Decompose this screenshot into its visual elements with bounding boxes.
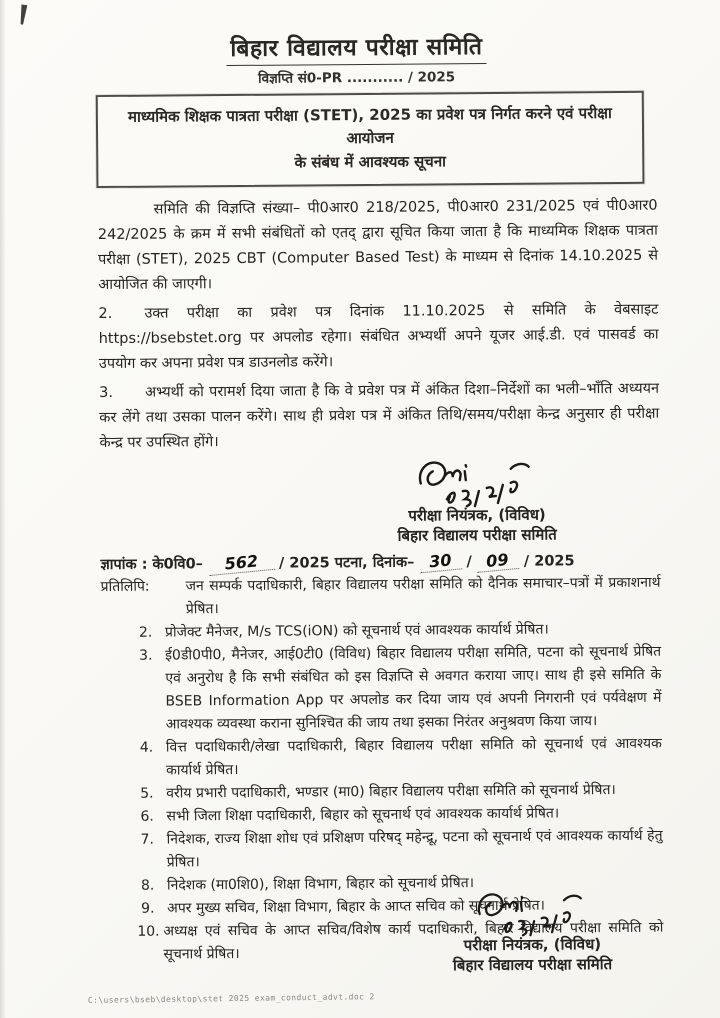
paragraph-1 (98, 193, 659, 297)
copy-item-10-text: अध्यक्ष एवं सचिव के आप्त सचिव/विशेष कार्य पदाधिकारी, बिहार विद्यालय परीक्षा समिति को सूचनार्थ प्रेषित। (163, 919, 664, 963)
memo-number-handwritten: 562 (207, 550, 275, 576)
staple-mark-icon (19, 4, 28, 25)
copy-item-1-text: जन सम्पर्क पदाधिकारी, बिहार विद्यालय परीक्षा समिति को दैनिक समाचार–पत्रों में प्रकाशनार्थ प्रेषित। (185, 574, 661, 618)
copy-item-4-text: वित्त पदाधिकारी/लेखा पदाधिकारी, बिहार विद्यालय परीक्षा समिति को सूचनार्थ एवं आवश्यक कार्यार्थ प्रेषित। (165, 735, 662, 779)
signatory-designation: परीक्षा नियंत्रक, (विविध) (463, 935, 602, 955)
memo-day-handwritten: 30 (419, 549, 463, 573)
subject-box (96, 91, 645, 188)
copy-item-3-number: 3. (139, 647, 153, 664)
subject-line-1: माध्यमिक शिक्षक पात्रता परीक्षा (STET), 2025 का प्रवेश पत्र निर्गत करने एवं परीक्षा आयोजन (127, 104, 612, 148)
document-file-path: C:\users\bseb\desktop\stet 2025 exam_conduct_advt.doc 2 (87, 992, 375, 1005)
copy-item-8-text: निदेशक (मा0शि0), शिक्षा विभाग, बिहार को सूचनार्थ प्रेषित। (166, 874, 475, 894)
signatory-designation: परीक्षा नियंत्रक, (विविध) (408, 505, 546, 525)
memo-separator: / (466, 553, 472, 570)
copy-item-5-text: वरीय प्रभारी पदाधिकारी, भण्डार (मा0) बिहार विद्यालय परीक्षा समिति को सूचनार्थ प्रेषित। (166, 781, 616, 802)
copy-item-3 (139, 640, 662, 736)
signatory-organization: बिहार विद्यालय परीक्षा समिति (397, 525, 557, 545)
paragraph-3 (99, 376, 660, 455)
document-header (0, 27, 717, 89)
paragraph-3-text: अभ्यर्थी को परामर्श दिया जाता है कि वे प्रवेश पत्र में अंकित दिशा–निर्देशों का भली–भाँति अध्ययन कर लेंगे तथा उसका पालन करेंगे। साथ ही प्रवेश पत्र में अंकित तिथि/समय/परीक्षा केन्द्र अनुसार ही परीक्षा केन्द्र पर उपस्थित होंगे। (99, 380, 660, 451)
copy-item-7 (141, 824, 663, 874)
copy-item-3-text: ई0डी0पी0, मैनेजर, आई0टी0 (विविध) बिहार विद्यालय परीक्षा समिति, पटना को सूचनार्थ प्रेषित एवं अनुरोध है कि सभी संबंधित को इस विज्ञप्ति से अवगत कराया जाए। साथ ही इसे समिति के BSEB Information App पर अपलोड कर दिया जाय एवं अपनी निगरानी एवं पर्यवेक्षण में आवश्यक व्यवस्था कराना सुनिश्चित की जाय तथा इसका निरंतर अनुश्रवण किया जाय। (165, 643, 662, 733)
memo-number-line (100, 549, 660, 573)
signatory-organization: बिहार विद्यालय परीक्षा समिति (452, 955, 613, 975)
copy-item-7-number: 7. (140, 831, 155, 848)
copy-item-1 (101, 571, 661, 621)
document-body (98, 193, 664, 966)
memo-month-handwritten: 09 (476, 549, 520, 573)
copies-label: प्रतिलिपि: (100, 578, 150, 595)
copy-item-2-text: प्रोजेक्ट मैनेजर, M/s TCS(iON) को सूचनार्थ एवं आवश्यक कार्यार्थ प्रेषित। (164, 621, 549, 641)
copy-item-9-text: अपर मुख्य सचिव, शिक्षा विभाग, बिहार के आप्त सचिव को सूचनार्थ प्रेषित। (167, 897, 545, 917)
signature-scribble-icon (472, 888, 592, 939)
signature-block-top (352, 456, 603, 546)
copy-item-4 (140, 732, 662, 782)
copy-item-10-number: 10. (137, 923, 160, 940)
paragraph-2-number: 2. (98, 305, 113, 322)
notice-number-line: विज्ञप्ति सं0-PR ........... / 2025 (257, 69, 456, 87)
copy-item-7-text: निदेशक, राज्य शिक्षा शोध एवं प्रशिक्षण परिषद् महेन्द्रू, पटना को सूचनार्थ एवं आवश्यक कार्यार्थ हेतु प्रेषित। (166, 827, 663, 871)
copy-item-6-text: सभी जिला शिक्षा पदाधिकारी, बिहार को सूचनार्थ एवं आवश्यक कार्यार्थ प्रेषित। (166, 805, 560, 825)
copy-item-8-number: 8. (140, 877, 155, 894)
copy-item-2-number: 2. (138, 624, 153, 641)
paragraph-1-text: समिति की विज्ञप्ति संख्या– पी0आर0 218/2025, पी0आर0 231/2025 एवं पी0आर0 242/2025 के क्रम में सभी संबंधितों को एतद् द्वारा सूचित किया जाता है कि माध्यमिक शिक्षक पात्रता परीक्षा (STET), 2025 CBT (Computer Based Test) के माध्यम से दिनांक 14.10.2025 से आयोजित की जाएगी। (97, 197, 659, 293)
copy-item-6-number: 6. (140, 808, 154, 825)
memo-suffix-2: / 2025 (523, 553, 575, 570)
paragraph-3-number: 3. (99, 384, 113, 401)
memo-suffix-1: / 2025 पटना, दिनांक– (278, 554, 415, 572)
org-title: बिहार विद्यालय परीक्षा समिति (226, 29, 486, 66)
copy-item-4-number: 4. (139, 739, 154, 756)
copy-item-5-number: 5. (140, 785, 154, 802)
paragraph-2-text: उक्त परीक्षा का प्रवेश पत्र दिनांक 11.10.2025 से समिति के वेबसाइट https://bsebstet.org पर अपलोड रहेगा। संबंधित अभ्यर्थी अपने यूजर आई.डी. एवं पासवर्ड का उपयोग कर अपना प्रवेश पत्र डाउनलोड करेंगे। (98, 301, 659, 372)
signature-scribble-icon (413, 456, 541, 509)
copy-item-9-number: 9. (141, 900, 155, 917)
memo-label: ज्ञापांक : के0वि0– (100, 555, 203, 573)
subject-line-2: के संबंध में आवश्यक सूचना (294, 151, 447, 172)
signature-block-bottom (407, 888, 658, 976)
paragraph-2 (98, 297, 659, 376)
